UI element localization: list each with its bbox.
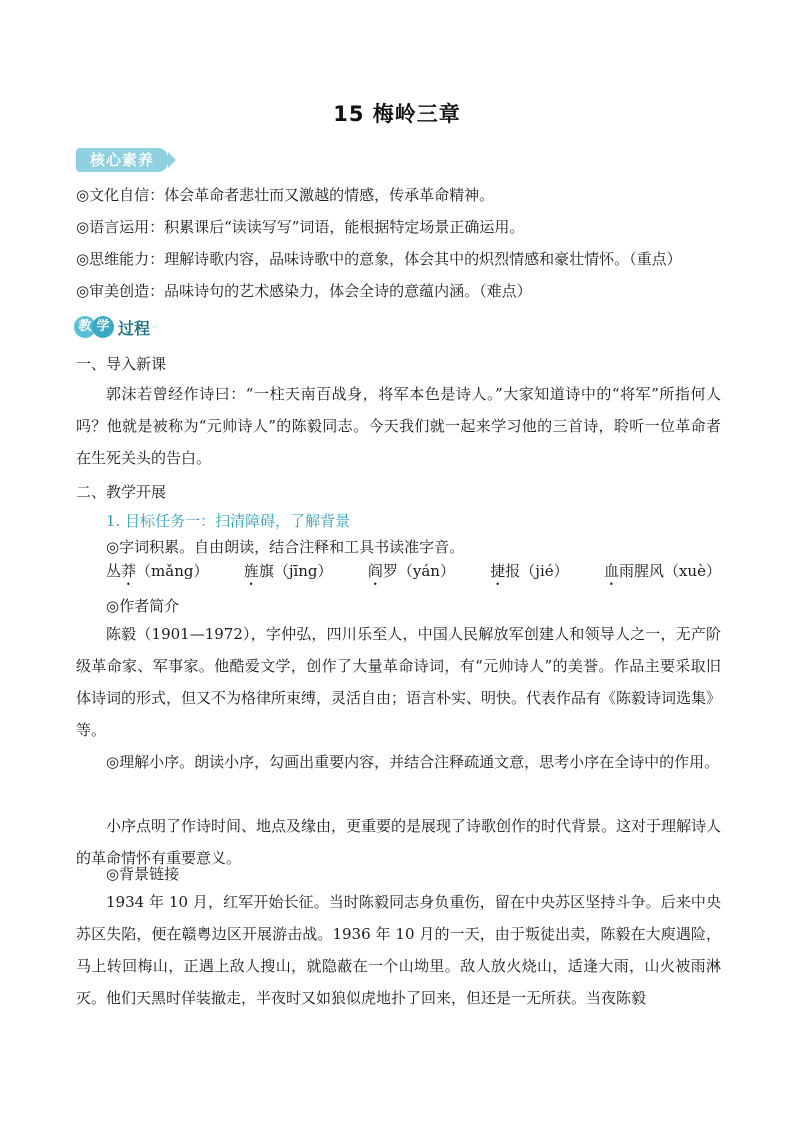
vocab-item: 阎罗（yán）	[367, 562, 455, 580]
vocab-item: 捷报（jié）	[490, 562, 569, 580]
intro-paragraph: 郭沫若曾经作诗曰：“一柱天南百战身，将军本色是诗人。”大家知道诗中的“将军”所指何人吗？他就是被称为“元帅诗人”的陈毅同志。今天我们就一起来学习他的三首诗，聆听一位革命者在生死关头的告白。	[76, 385, 721, 467]
lesson-title: 15 梅岭三章	[333, 102, 461, 126]
author-paragraph: 陈毅（1901—1972），字仲弘，四川乐至人，中国人民解放军创建人和领导人之一，无产阶级革命家、军事家。他酷爱文学，创作了大量革命诗词，有“元帅诗人”的美誉。作品主要采取旧体诗词的形式，但又不为格律所束缚，灵活自由；语言朴实、明快。代表作品有《陈毅诗词选集》等。	[76, 625, 722, 739]
task-heading-1: 1. 目标任务一：扫清障碍，了解背景	[106, 512, 351, 530]
vocab-item: 血雨腥风（xuè）	[603, 562, 721, 580]
core-item-thinking: ◎思维能力：理解诗歌内容，品味诗歌中的意象，体会其中的炽烈情感和豪壮情怀。（重点）	[76, 250, 682, 268]
author-heading: ◎作者简介	[106, 597, 180, 615]
core-literacy-tag: 核心素养	[76, 148, 168, 172]
process-tag-char-2: 学	[92, 316, 114, 338]
background-paragraph: 1934 年 10 月，红军开始长征。当时陈毅同志身负重伤，留在中央苏区坚持斗争。后来中央苏区失陷，便在赣粤边区开展游击战。1936 年 10 月的一天，由于叛徒出卖，陈毅在大庾遇险，马上转回梅山，正遇上敌人搜山，就隐蔽在一个山坳里。敌人放火烧山，适逢大雨，山火被雨淋灭。他们天黑时佯装撤走，半夜时又如狼似虎地扑了回来，但还是一无所获。当夜陈毅	[76, 893, 721, 1007]
process-tag-char-1: 教	[74, 316, 96, 338]
preface-answer: 小序点明了作诗时间、地点及缘由，更重要的是展现了诗歌创作的时代背景。这对于理解诗人的革命情怀有重要意义。	[76, 817, 722, 867]
core-item-culture: ◎文化自信：体会革命者悲壮而又激越的情感，传承革命精神。	[76, 186, 495, 204]
process-tag-dots: ···	[152, 322, 157, 332]
teaching-process-tag	[74, 314, 157, 340]
section-heading-intro: 一、导入新课	[76, 355, 167, 373]
vocab-list	[106, 561, 721, 583]
vocab-intro: ◎字词积累。自由朗读，结合注释和工具书读准字音。	[106, 538, 465, 556]
section-heading-teaching: 二、教学开展	[76, 483, 167, 501]
core-item-aesthetic: ◎审美创造：品味诗句的艺术感染力，体会全诗的意蕴内涵。（难点）	[76, 282, 532, 300]
process-tag-label: 过程	[118, 318, 151, 338]
preface-task: ◎理解小序。朗读小序，勾画出重要内容，并结合注释疏通文意，思考小序在全诗中的作用。	[106, 753, 720, 771]
core-item-language: ◎语言运用：积累课后“读读写写”词语，能根据特定场景正确运用。	[76, 218, 525, 236]
vocab-item: 丛莽（mǎng）	[106, 562, 209, 580]
background-heading: ◎背景链接	[106, 865, 180, 883]
vocab-item: 旌旗（jīng）	[243, 562, 333, 580]
